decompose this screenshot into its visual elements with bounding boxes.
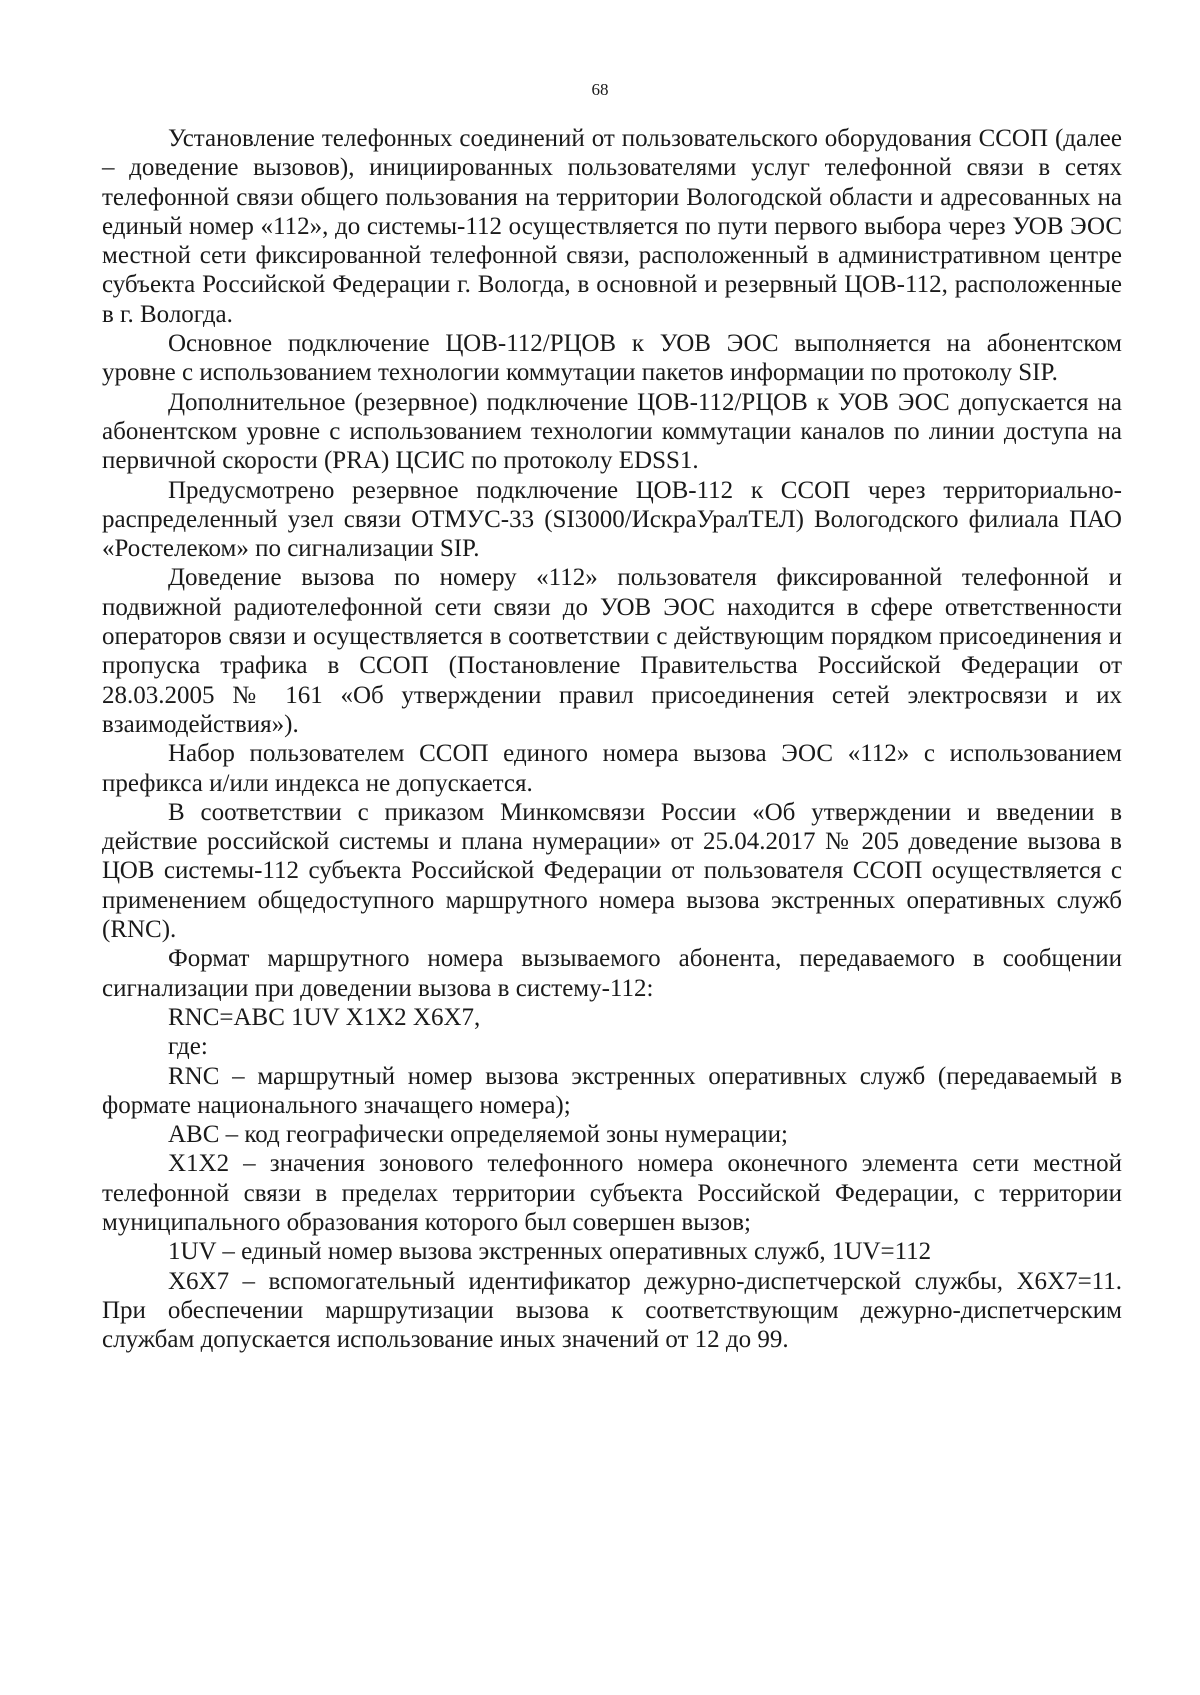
document-body [102, 124, 1122, 1354]
paragraph-reserve-node: Предусмотрено резервное подключение ЦОВ-112 к ССОП через территориально-распределенный узел связи ОТМУС-33 (SI3000/ИскраУралТЕЛ) Вологодского филиала ПАО «Ростелеком» по сигнализации SIP. [102, 476, 1122, 563]
paragraph-rnc-format-intro: Формат маршрутного номера вызываемого абонента, передаваемого в сообщении сигнализации при доведении вызова в систему-112: [102, 945, 1122, 1002]
paragraph-x1x2-definition: X1X2 – значения зонового телефонного номера оконечного элемента сети местной телефонной связи в пределах территории субъекта Российской Федерации, с территории муниципального образования которого был совершен вызов; [102, 1150, 1122, 1236]
paragraph-operator-responsibility: Доведение вызова по номеру «112» пользователя фиксированной телефонной и подвижной радиотелефонной сети связи до УОВ ЭОС находится в сфере ответственности операторов связи и осуществляется в соответствии с действующим порядком присоединения и пропуска трафика в ССОП (Постановление Правительства Российской Федерации от 28.03.2005 № 161 «Об утверждении правил присоединения сетей электросвязи и их взаимодействия»). [102, 564, 1122, 738]
paragraph-numbering-order: В соответствии с приказом Минкомсвязи России «Об утверждении и введении в действие российской системы и плана нумерации» от 25.04.2017 № 205 доведение вызова в ЦОВ системы-112 субъекта Российской Федерации от пользователя ССОП осуществляется с применением общедоступного маршрутного номера вызова экстренных оперативных служб (RNC). [102, 798, 1122, 944]
paragraph-primary-connection: Основное подключение ЦОВ-112/РЦОВ к УОВ ЭОС выполняется на абонентском уровне с использованием технологии коммутации пакетов информации по протоколу SIP. [102, 330, 1122, 387]
paragraph-1uv-definition: 1UV – единый номер вызова экстренных оперативных служб, 1UV=112 [168, 1238, 932, 1266]
paragraph-backup-connection: Дополнительное (резервное) подключение ЦОВ-112/РЦОВ к УОВ ЭОС допускается на абонентском уровне с использованием технологии коммутации каналов по линии доступа на первичной скорости (PRA) ЦСИС по протоколу EDSS1. [102, 388, 1122, 475]
paragraph-x6x7-definition: X6X7 – вспомогательный идентификатор дежурно-диспетчерской службы, X6X7=11. При обеспечении маршрутизации вызова к соответствующим дежурно-диспетчерским службам допускается использование иных значений от 12 до 99. [102, 1267, 1122, 1354]
paragraph-call-routing: Установление телефонных соединений от пользовательского оборудования ССОП (далее – доведение вызовов), инициированных пользователями услуг телефонной связи в сетях телефонной связи общего пользования на территории Вологодской области и адресованных на единый номер «112», до системы-112 осуществляется по пути первого выбора через УОВ ЭОС местной сети фиксированной телефонной связи, расположенный в административном центре субъекта Российской Федерации г. Вологда, в основной и резервный ЦОВ-112, расположенные в г. Вологда. [102, 125, 1122, 328]
paragraph-rnc-definition: RNC – маршрутный номер вызова экстренных оперативных служб (передаваемый в формате национального значащего номера); [102, 1062, 1122, 1119]
page-number: 68 [591, 80, 609, 99]
paragraph-abc-definition: ABC – код географически определяемой зоны нумерации; [168, 1121, 788, 1149]
paragraph-rnc-formula: RNC=ABC 1UV X1X2 X6X7, [168, 1003, 481, 1031]
paragraph-prefix-prohibition: Набор пользователем ССОП единого номера вызова ЭОС «112» с использованием префикса и/или индекса не допускается. [102, 740, 1122, 797]
paragraph-where: где: [168, 1033, 208, 1061]
